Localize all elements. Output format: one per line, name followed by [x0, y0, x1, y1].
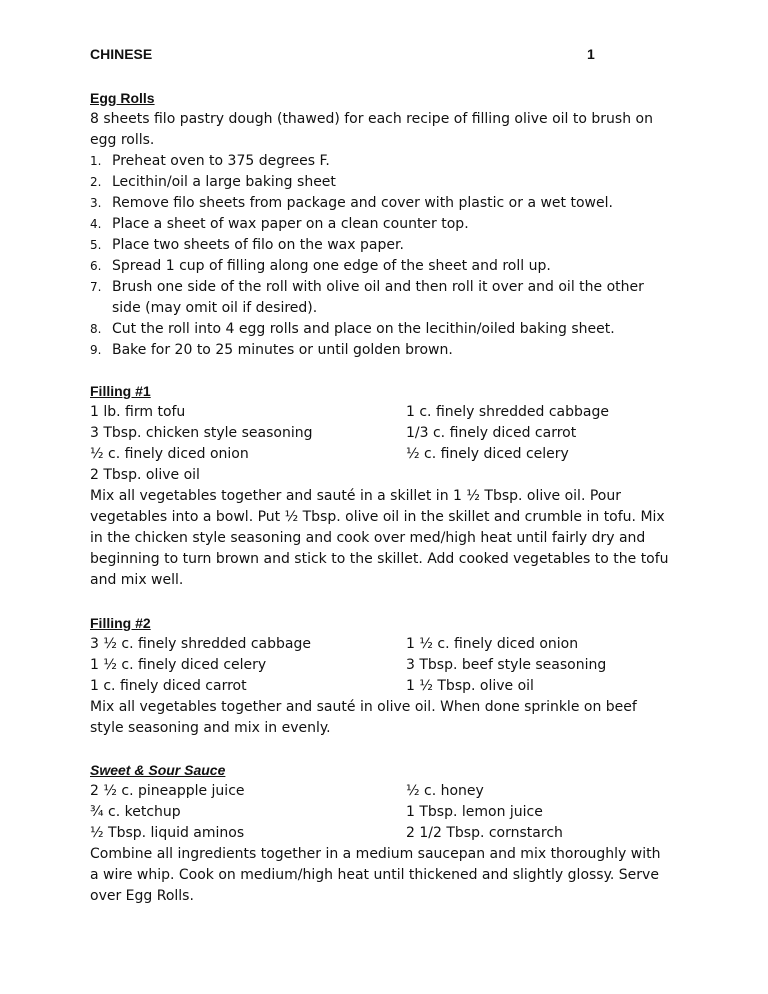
- egg-rolls-intro: 8 sheets filo pastry dough (thawed) for each recipe of filling olive oil to brush on egg rolls.: [90, 111, 653, 148]
- filling-1-heading: Filling #1: [90, 383, 151, 399]
- ingredient-row: [90, 676, 670, 697]
- filling-1-instructions: Mix all vegetables together and sauté in a skillet in 1 ½ Tbsp. olive oil. Pour vegetables into a bowl. Put ½ Tbsp. olive oil in the skillet and crumble in tofu. Mix in the chicken style seasoning and cook over med/high heat until fairly dry and beginning to turn brown and stick to the skillet. Add cooked vegetables to the tofu and mix well.: [90, 488, 669, 588]
- sauce-heading: Sweet & Sour Sauce: [90, 762, 226, 778]
- page-number: 1: [587, 46, 595, 62]
- ingredient-right: 2 1/2 Tbsp. cornstarch: [406, 825, 563, 841]
- ingredient-row: [90, 402, 670, 423]
- step-number: 6.: [90, 259, 102, 273]
- page-header: [90, 46, 598, 67]
- ingredient-row: [90, 444, 670, 465]
- egg-rolls-heading: Egg Rolls: [90, 90, 155, 106]
- ingredient-right: 1 ½ Tbsp. olive oil: [406, 678, 534, 694]
- ingredient-left: ½ c. finely diced onion: [90, 446, 249, 462]
- step-text: Bake for 20 to 25 minutes or until golden brown.: [112, 342, 453, 358]
- step-item: [90, 340, 670, 361]
- step-item: [90, 193, 670, 214]
- step-number: 2.: [90, 175, 102, 189]
- filling-2-heading: Filling #2: [90, 615, 151, 631]
- ingredient-row: [90, 634, 670, 655]
- ingredient-right: ½ c. honey: [406, 783, 484, 799]
- step-number: 1.: [90, 154, 102, 168]
- filling-2-instructions: Mix all vegetables together and sauté in olive oil. When done sprinkle on beef style seasoning and mix in evenly.: [90, 699, 637, 736]
- ingredient-left: 2 ½ c. pineapple juice: [90, 783, 245, 799]
- ingredient-right: 1/3 c. finely diced carrot: [406, 425, 577, 441]
- document-title: CHINESE: [90, 46, 153, 62]
- ingredient-right: 1 c. finely shredded cabbage: [406, 404, 609, 420]
- step-item: [90, 214, 670, 235]
- filling-1-section: [90, 381, 670, 591]
- step-item: [90, 277, 670, 319]
- ingredient-left: 2 Tbsp. olive oil: [90, 467, 200, 483]
- ingredient-row: [90, 802, 670, 823]
- ingredient-row: [90, 655, 670, 676]
- ingredient-left: 1 ½ c. finely diced celery: [90, 657, 267, 673]
- step-text: Spread 1 cup of filling along one edge of the sheet and roll up.: [112, 258, 551, 274]
- step-text: Remove filo sheets from package and cover with plastic or a wet towel.: [112, 195, 613, 211]
- ingredient-right: 1 ½ c. finely diced onion: [406, 636, 579, 652]
- sauce-instructions: Combine all ingredients together in a medium saucepan and mix thoroughly with a wire whip. Cook on medium/high heat until thickened and slightly glossy. Serve over Egg Rolls.: [90, 846, 661, 904]
- step-text: Brush one side of the roll with olive oil and then roll it over and oil the other side (may omit oil if desired).: [112, 279, 644, 316]
- ingredient-row: [90, 781, 670, 802]
- step-item: [90, 235, 670, 256]
- step-number: 7.: [90, 280, 102, 294]
- sauce-section: [90, 760, 670, 907]
- step-number: 3.: [90, 196, 102, 210]
- step-number: 5.: [90, 238, 102, 252]
- ingredient-left: ½ Tbsp. liquid aminos: [90, 825, 245, 841]
- step-number: 9.: [90, 343, 102, 357]
- step-text: Cut the roll into 4 egg rolls and place on the lecithin/oiled baking sheet.: [112, 321, 615, 337]
- step-item: [90, 319, 670, 340]
- step-item: [90, 172, 670, 193]
- ingredient-left: 1 lb. firm tofu: [90, 404, 186, 420]
- egg-rolls-section: [90, 88, 670, 361]
- ingredient-right: 1 Tbsp. lemon juice: [406, 804, 543, 820]
- ingredient-row: [90, 465, 670, 486]
- ingredient-row: [90, 823, 670, 844]
- egg-rolls-steps: [90, 151, 670, 361]
- step-text: Lecithin/oil a large baking sheet: [112, 174, 336, 190]
- filling-2-section: [90, 613, 670, 739]
- step-item: [90, 256, 670, 277]
- ingredient-left: ¾ c. ketchup: [90, 804, 181, 820]
- ingredient-row: [90, 423, 670, 444]
- ingredient-left: 1 c. finely diced carrot: [90, 678, 247, 694]
- ingredient-right: ½ c. finely diced celery: [406, 446, 569, 462]
- step-text: Preheat oven to 375 degrees F.: [112, 153, 330, 169]
- step-text: Place a sheet of wax paper on a clean counter top.: [112, 216, 469, 232]
- step-number: 8.: [90, 322, 102, 336]
- step-number: 4.: [90, 217, 102, 231]
- ingredient-right: 3 Tbsp. beef style seasoning: [406, 657, 607, 673]
- step-text: Place two sheets of filo on the wax paper.: [112, 237, 404, 253]
- ingredient-left: 3 ½ c. finely shredded cabbage: [90, 636, 311, 652]
- step-item: [90, 151, 670, 172]
- ingredient-left: 3 Tbsp. chicken style seasoning: [90, 425, 313, 441]
